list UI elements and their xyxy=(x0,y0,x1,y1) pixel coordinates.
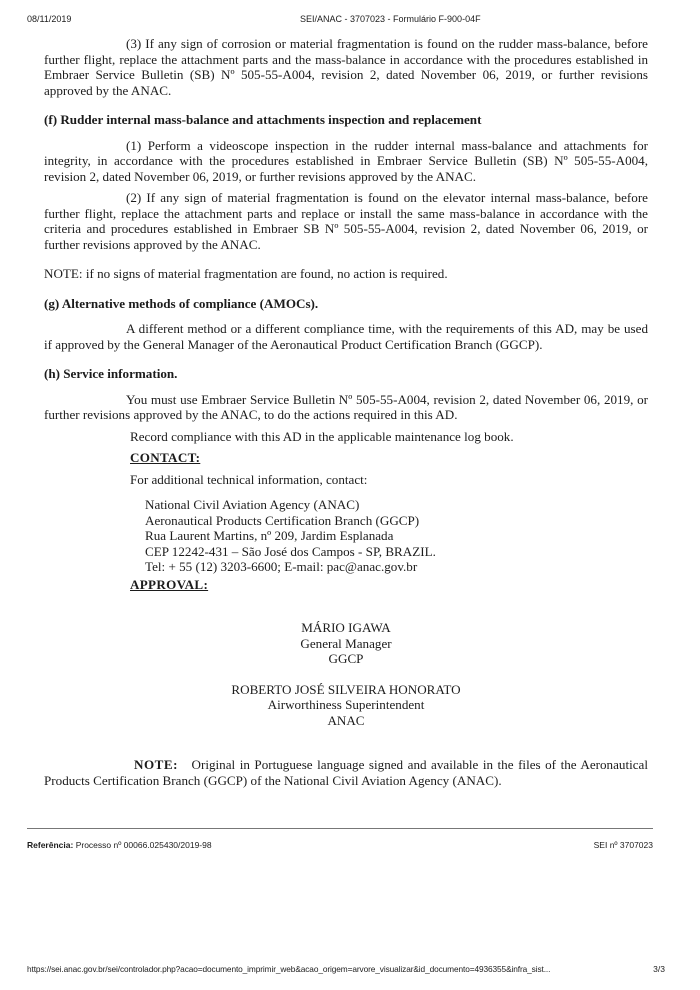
page-number: 3/3 xyxy=(653,964,665,974)
signature-block-1 xyxy=(44,620,648,667)
final-note-label: NOTE: xyxy=(134,757,178,772)
signer-org: ANAC xyxy=(327,712,365,728)
contact-line: Aeronautical Products Certification Branch (GGCP) xyxy=(145,512,420,528)
print-url: https://sei.anac.gov.br/sei/controlador.php?acao=documento_imprimir_web&acao_origem=arvore_visualizar&id_documento=4936355&infra_sist... xyxy=(27,964,551,974)
paragraph-f1: (1) Perform a videoscope inspection in the rudder internal mass-balance and attachments for integrity, in accordance with the procedures established in Embraer Service Bulletin (SB) Nº 505-55-A004, revision 2, dated November 06, 2019, or further revisions approved by the ANAC. xyxy=(44,137,648,184)
contact-address xyxy=(44,497,648,575)
signer-name: MÁRIO IGAWA xyxy=(301,620,391,635)
paragraph-h2: Record compliance with this AD in the applicable maintenance log book. xyxy=(130,428,514,444)
signer-role: General Manager xyxy=(300,635,392,651)
contact-intro: For additional technical information, contact: xyxy=(130,471,368,487)
document-header-title: SEI/ANAC - 3707023 - Formulário F-900-04F xyxy=(300,14,481,24)
note-f: NOTE: if no signs of material fragmentation are found, no action is required. xyxy=(44,266,448,281)
signer-role: Airworthiness Superintendent xyxy=(267,697,425,712)
contact-line: CEP 12242-431 – São José dos Campos - SP, BRAZIL. xyxy=(145,543,436,559)
heading-h: (h) Service information. xyxy=(44,366,178,381)
paragraph-g: A different method or a different compliance time, with the requirements of this AD, may be used if approved by the General Manager of the Aeronautical Product Certification Branch (GGCP). xyxy=(44,321,648,352)
paragraph-e3: (3) If any sign of corrosion or material fragmentation is found on the rudder mass-balance, before further flight, replace the attachment parts and the mass-balance in accordance with the procedures established in Embraer Service Bulletin (SB) Nº 505-55-A004, revision 2, dated November 06, 2019, or further revisions approved by the ANAC. xyxy=(44,36,648,98)
final-note-text: Original in Portuguese language signed and available in the files of the Aeronautical Products Certification Branch (GGCP) of the National Civil Aviation Agency (ANAC). xyxy=(44,757,648,788)
document-body xyxy=(44,36,648,788)
paragraph-h1: You must use Embraer Service Bulletin Nº 505-55-A004, revision 2, dated November 06, 2019, or further revisions approved by the ANAC, to do the actions required in this AD. xyxy=(44,391,648,422)
footer-ref-value: Processo nº 00066.025430/2019-98 xyxy=(75,840,212,850)
footer-reference xyxy=(27,840,212,850)
print-date: 08/11/2019 xyxy=(27,14,72,24)
contact-label: CONTACT: xyxy=(130,450,201,465)
footer-sei-number: SEI nº 3707023 xyxy=(593,840,653,850)
footer-divider xyxy=(27,828,653,829)
heading-f: (f) Rudder internal mass-balance and attachments inspection and replacement xyxy=(44,112,482,127)
heading-g: (g) Alternative methods of compliance (AMOCs). xyxy=(44,295,319,311)
signer-name: ROBERTO JOSÉ SILVEIRA HONORATO xyxy=(231,681,461,697)
signer-org: GGCP xyxy=(328,651,364,666)
paragraph-f2: (2) If any sign of material fragmentation is found on the elevator internal mass-balance, before further flight, replace the attachment parts and replace or install the same mass-balance in accordance with the criteria and procedures established in Embraer SB Nº 505-55-A004, revision 2, dated November 06, 2019, or further revisions approved by the ANAC. xyxy=(44,190,648,252)
footer-ref-label: Referência: xyxy=(27,840,74,850)
approval-label: APPROVAL: xyxy=(130,576,209,592)
final-note xyxy=(44,757,648,788)
signature-block-2 xyxy=(44,682,648,729)
contact-line: National Civil Aviation Agency (ANAC) xyxy=(145,497,360,512)
contact-line: Rua Laurent Martins, nº 209, Jardim Esplanada xyxy=(145,528,394,543)
contact-line: Tel: + 55 (12) 3203-6600; E-mail: pac@anac.gov.br xyxy=(145,559,418,574)
